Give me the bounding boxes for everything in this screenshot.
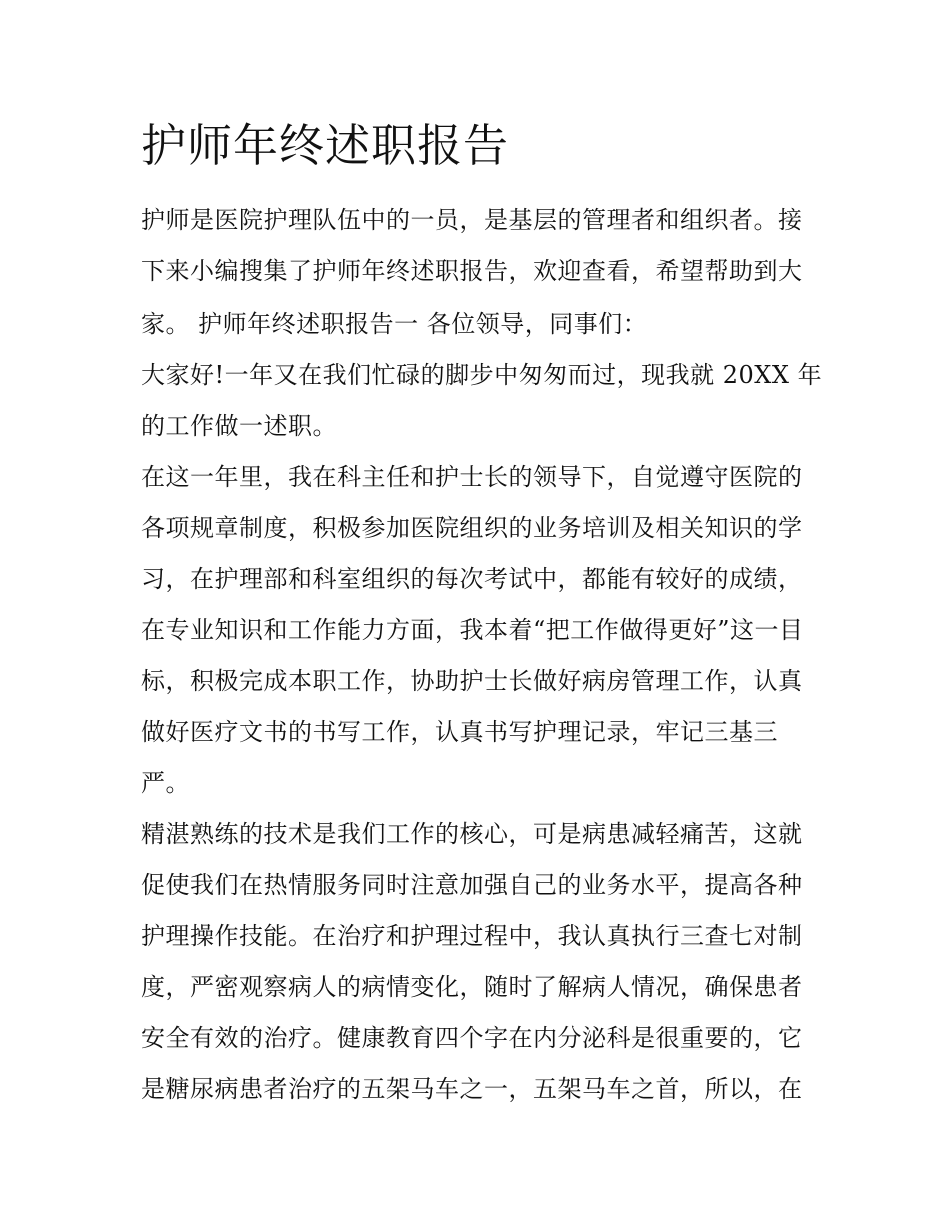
- body-text-line: 各项规章制度，积极参加医院组织的业务培训及相关知识的学: [141, 514, 803, 542]
- body-text-line: 精湛熟练的技术是我们工作的核心，可是病患减轻痛苦，这就: [141, 820, 803, 848]
- body-text-line: 习，在护理部和科室组织的每次考试中，都能有较好的成绩，: [141, 565, 803, 593]
- body-text-line: 在这一年里，我在科主任和护士长的领导下，自觉遵守医院的: [141, 463, 803, 491]
- body-text-line: 标，积极完成本职工作，协助护士长做好病房管理工作，认真: [141, 667, 803, 695]
- body-text-line: 严。: [141, 769, 190, 797]
- body-text-line: 度，严密观察病人的病情变化，随时了解病人情况，确保患者: [141, 973, 803, 1001]
- body-text-line: 家。 护师年终述职报告一 各位领导，同事们：: [141, 310, 648, 338]
- body-text-line: 护师是医院护理队伍中的一员，是基层的管理者和组织者。接: [141, 206, 803, 234]
- body-text-line: 的工作做一述职。: [141, 412, 337, 440]
- body-text-line: 促使我们在热情服务同时注意加强自己的业务水平，提高各种: [141, 871, 803, 899]
- body-text-line: 在专业知识和工作能力方面，我本着“把工作做得更好”这一目: [141, 616, 804, 644]
- body-text-line: 是糖尿病患者治疗的五架马车之一，五架马车之首，所以，在: [141, 1075, 803, 1103]
- page-title: 护师年终述职报告: [141, 119, 510, 172]
- body-text-line: 做好医疗文书的书写工作，认真书写护理记录，牢记三基三: [141, 718, 778, 746]
- body-text-line: 下来小编搜集了护师年终述职报告，欢迎查看，希望帮助到大: [141, 257, 803, 285]
- body-text-line: 护理操作技能。在治疗和护理过程中，我认真执行三查七对制: [141, 922, 803, 950]
- body-text-line: 大家好!一年又在我们忙碌的脚步中匆匆而过，现我就 20XX 年: [141, 361, 823, 389]
- body-text-line: 安全有效的治疗。健康教育四个字在内分泌科是很重要的，它: [141, 1024, 803, 1052]
